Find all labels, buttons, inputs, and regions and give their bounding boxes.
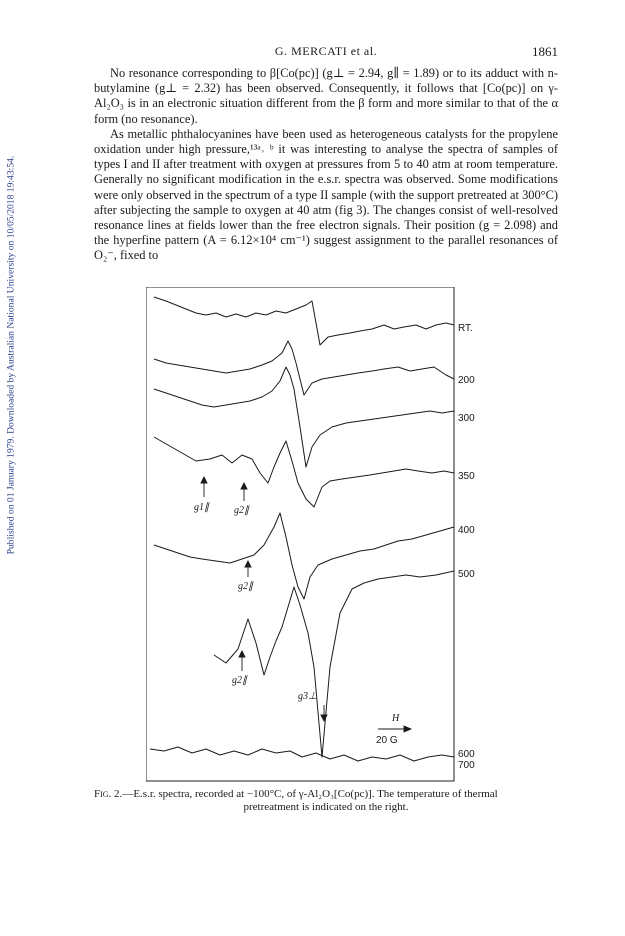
field-scale: 20 G bbox=[376, 735, 398, 746]
caption-text-1: —E.s.r. spectra, recorded at −100°C, of γ-Al₂O₃[Co(pc)]. The temperature of thermal bbox=[122, 788, 498, 800]
caption-label: Fig. 2. bbox=[94, 788, 123, 800]
download-notice[interactable]: Published on 01 January 1979. Downloaded by Australian National University on 10/05/2018 19:43:54. bbox=[5, 155, 17, 555]
field-symbol: H bbox=[392, 713, 400, 724]
arrow-g3-perp-head bbox=[321, 715, 327, 721]
annotation-g2-par-b: g2∥ bbox=[238, 581, 253, 592]
caption-line-1 bbox=[94, 788, 558, 801]
annotation-g2-par-a: g2∥ bbox=[234, 505, 249, 516]
label-200: 200 bbox=[458, 375, 475, 386]
paragraph-2: As metallic phthalocyanines have been used as heterogeneous catalysts for the propylene oxidation under high pressure,¹³ᵃ˒ ᵇ it was interesting to analyse the spectra of samples of types I and II after treatment with oxygen at pressures from 5 to 40 atm at room temperature. Generally no significant modification in the e.s.r. spectra was observed. Some modifications were only observed in the spectrum of a type II sample (with the support pretreated at 300°C) after subjecting the sample to oxygen at 40 atm (fig 3). The changes consist of well-resolved resonance lines at fields lower than the free electron signals. Their position (g = 2.098) and the hyperfine pattern (A = 6.12×10⁴ cm⁻¹) suggest assignment to the parallel resonances of O₂⁻, fixed to bbox=[94, 126, 558, 263]
author-header: G. MERCATI et al. bbox=[274, 44, 378, 58]
label-500: 500 bbox=[458, 569, 475, 580]
figure-frame bbox=[146, 287, 454, 781]
figure-caption bbox=[94, 788, 558, 814]
annotation-g2-par-c: g2∥ bbox=[232, 675, 247, 686]
label-700: 700 bbox=[458, 760, 475, 771]
label-300: 300 bbox=[458, 413, 475, 424]
arrow-g2-par-c-head bbox=[239, 651, 245, 657]
arrow-g2-par-b-head bbox=[245, 561, 251, 567]
arrow-g2-par-a-head bbox=[241, 483, 247, 489]
trace-600-700 bbox=[150, 747, 454, 761]
page-number: 1861 bbox=[532, 44, 558, 59]
annotation-g1-par: g1∥ bbox=[194, 502, 209, 513]
trace-350 bbox=[154, 437, 454, 507]
trace-500 bbox=[214, 571, 454, 757]
caption-line-2: pretreatment is indicated on the right. bbox=[243, 801, 409, 813]
spectra-plot bbox=[146, 287, 486, 787]
label-rt: RT. bbox=[458, 323, 473, 334]
field-arrow-head bbox=[404, 726, 411, 732]
trace-400 bbox=[154, 513, 454, 599]
running-head bbox=[94, 44, 558, 62]
annotation-g3-perp: g3⊥ bbox=[298, 691, 317, 702]
label-400: 400 bbox=[458, 525, 475, 536]
trace-300 bbox=[154, 367, 454, 467]
trace-200 bbox=[154, 341, 454, 395]
paragraph-1: No resonance corresponding to β[Co(pc)] (g⊥ = 2.94, g∥ = 1.89) or to its adduct with n-butylamine (g⊥ = 2.32) has been observed. Consequently, it follows that [Co(pc)] on γ-Al₂O₃ is in an electronic situation different from the β form and more similar to that of the α form (no resonance). bbox=[94, 66, 558, 126]
publication-sidebar bbox=[4, 130, 18, 580]
arrow-g1-par-head bbox=[201, 477, 207, 483]
label-600: 600 bbox=[458, 749, 475, 760]
trace-rt bbox=[154, 297, 454, 345]
esr-spectra-figure bbox=[146, 287, 486, 787]
label-350: 350 bbox=[458, 471, 475, 482]
body-text bbox=[94, 66, 558, 264]
